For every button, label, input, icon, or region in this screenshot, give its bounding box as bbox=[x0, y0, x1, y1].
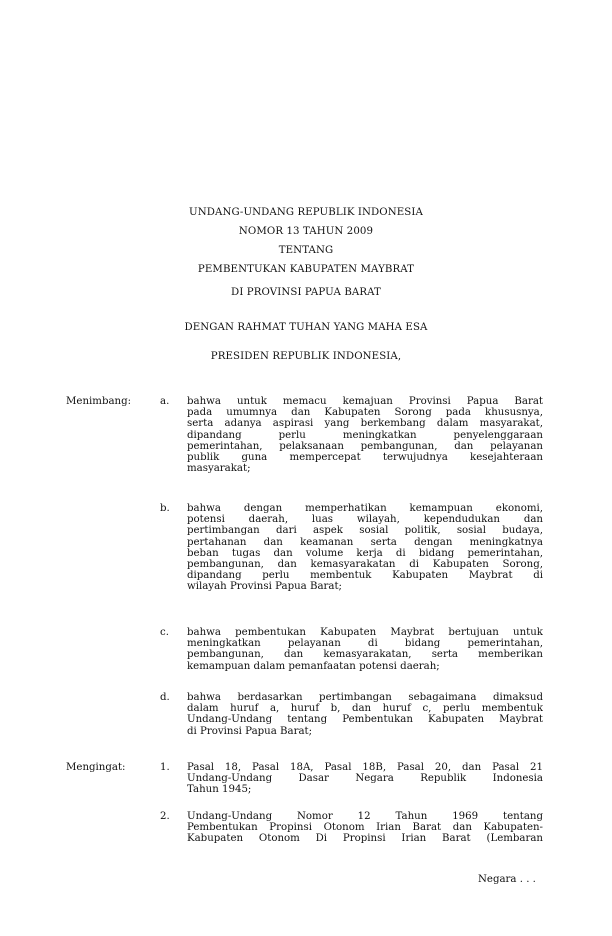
paragraph-line: kemampuan dalam pemanfaatan potensi daerah; bbox=[187, 660, 440, 672]
paragraph-line: bahwa dengan memperhatikan kemampuan ekonomi, bbox=[187, 503, 543, 514]
paragraph-line: bahwa untuk memacu kemajuan Provinsi Papua Barat bbox=[187, 396, 543, 407]
paragraph-line: pada umumnya dan Kabupaten Sorong pada khususnya, bbox=[187, 407, 543, 419]
page-catchword: Negara . . . bbox=[478, 874, 536, 885]
paragraph-line: meningkatkan pelayanan di bidang pemerintahan, bbox=[187, 638, 543, 650]
menimbang-label: Menimbang: bbox=[66, 396, 132, 407]
paragraph-line: Pasal 18, Pasal 18A, Pasal 18B, Pasal 20, dan Pasal 21 bbox=[187, 762, 543, 773]
blessing-line: DENGAN RAHMAT TUHAN YANG MAHA ESA bbox=[184, 322, 428, 333]
paragraph-line: serta adanya aspirasi yang berkembang dalam masyarakat, bbox=[187, 418, 543, 430]
paragraph-line: masyarakat; bbox=[187, 463, 251, 475]
menimbang-paragraph-a bbox=[187, 396, 543, 474]
menimbang-paragraph-d bbox=[187, 692, 543, 737]
paragraph-line: Pembentukan Propinsi Otonom Irian Barat dan Kabupaten- bbox=[187, 822, 543, 834]
mengingat-paragraph-2 bbox=[187, 811, 543, 845]
paragraph-line: pembangunan, dan kemasyarakatan, serta memberikan bbox=[187, 649, 543, 661]
title-line-1: UNDANG-UNDANG REPUBLIK INDONESIA bbox=[189, 207, 423, 218]
menimbang-paragraph-b bbox=[187, 503, 543, 593]
paragraph-line: dipandang perlu membentuk Kabupaten Maybrat di bbox=[187, 570, 543, 582]
paragraph-line: dalam huruf a, huruf b, dan huruf c, perlu membentuk bbox=[187, 703, 543, 715]
title-line-3: TENTANG bbox=[278, 245, 334, 256]
paragraph-line: beban tugas dan volume kerja di bidang pemerintahan, bbox=[187, 547, 543, 559]
paragraph-line: pembangunan, dan kemasyarakatan di Kabupaten Sorong, bbox=[187, 558, 543, 570]
paragraph-line: bahwa berdasarkan pertimbangan sebagaimana dimaksud bbox=[187, 692, 543, 703]
paragraph-line: di Provinsi Papua Barat; bbox=[187, 725, 313, 737]
title-line-5: DI PROVINSI PAPUA BARAT bbox=[231, 287, 381, 298]
paragraph-line: pertimbangan dari aspek sosial politik, sosial budaya, bbox=[187, 525, 543, 537]
paragraph-line: Undang-Undang Dasar Negara Republik Indonesia bbox=[187, 773, 543, 785]
mengingat-paragraph-1 bbox=[187, 762, 543, 796]
menimbang-marker-c: c. bbox=[160, 627, 169, 638]
paragraph-line: Undang-Undang Nomor 12 Tahun 1969 tentang bbox=[187, 811, 543, 822]
paragraph-line: pertahanan dan keamanan serta dengan meningkatnya bbox=[187, 536, 543, 548]
paragraph-line: pemerintahan, pelaksanaan pembangunan, dan pelayanan bbox=[187, 440, 543, 452]
mengingat-marker-1: 1. bbox=[160, 762, 170, 773]
paragraph-line: Undang-Undang tentang Pembentukan Kabupaten Maybrat bbox=[187, 714, 543, 726]
menimbang-marker-a: a. bbox=[160, 396, 170, 407]
menimbang-paragraph-c bbox=[187, 627, 543, 672]
president-line: PRESIDEN REPUBLIK INDONESIA, bbox=[210, 351, 402, 362]
paragraph-line: potensi daerah, luas wilayah, kependudukan dan bbox=[187, 514, 543, 526]
paragraph-line: publik guna mempercepat terwujudnya kesejahteraan bbox=[187, 451, 543, 463]
paragraph-line: bahwa pembentukan Kabupaten Maybrat bertujuan untuk bbox=[187, 627, 543, 638]
menimbang-marker-d: d. bbox=[160, 692, 170, 703]
title-line-4: PEMBENTUKAN KABUPATEN MAYBRAT bbox=[197, 264, 415, 275]
paragraph-line: Tahun 1945; bbox=[187, 784, 252, 796]
paragraph-line: dipandang perlu meningkatkan penyelenggaraan bbox=[187, 429, 543, 441]
menimbang-marker-b: b. bbox=[160, 503, 170, 514]
mengingat-label: Mengingat: bbox=[66, 762, 126, 773]
title-line-2: NOMOR 13 TAHUN 2009 bbox=[238, 226, 374, 237]
paragraph-line: Kabupaten Otonom Di Propinsi Irian Barat (Lembaran bbox=[187, 833, 543, 845]
paragraph-line: wilayah Provinsi Papua Barat; bbox=[187, 581, 342, 593]
mengingat-marker-2: 2. bbox=[160, 811, 170, 822]
